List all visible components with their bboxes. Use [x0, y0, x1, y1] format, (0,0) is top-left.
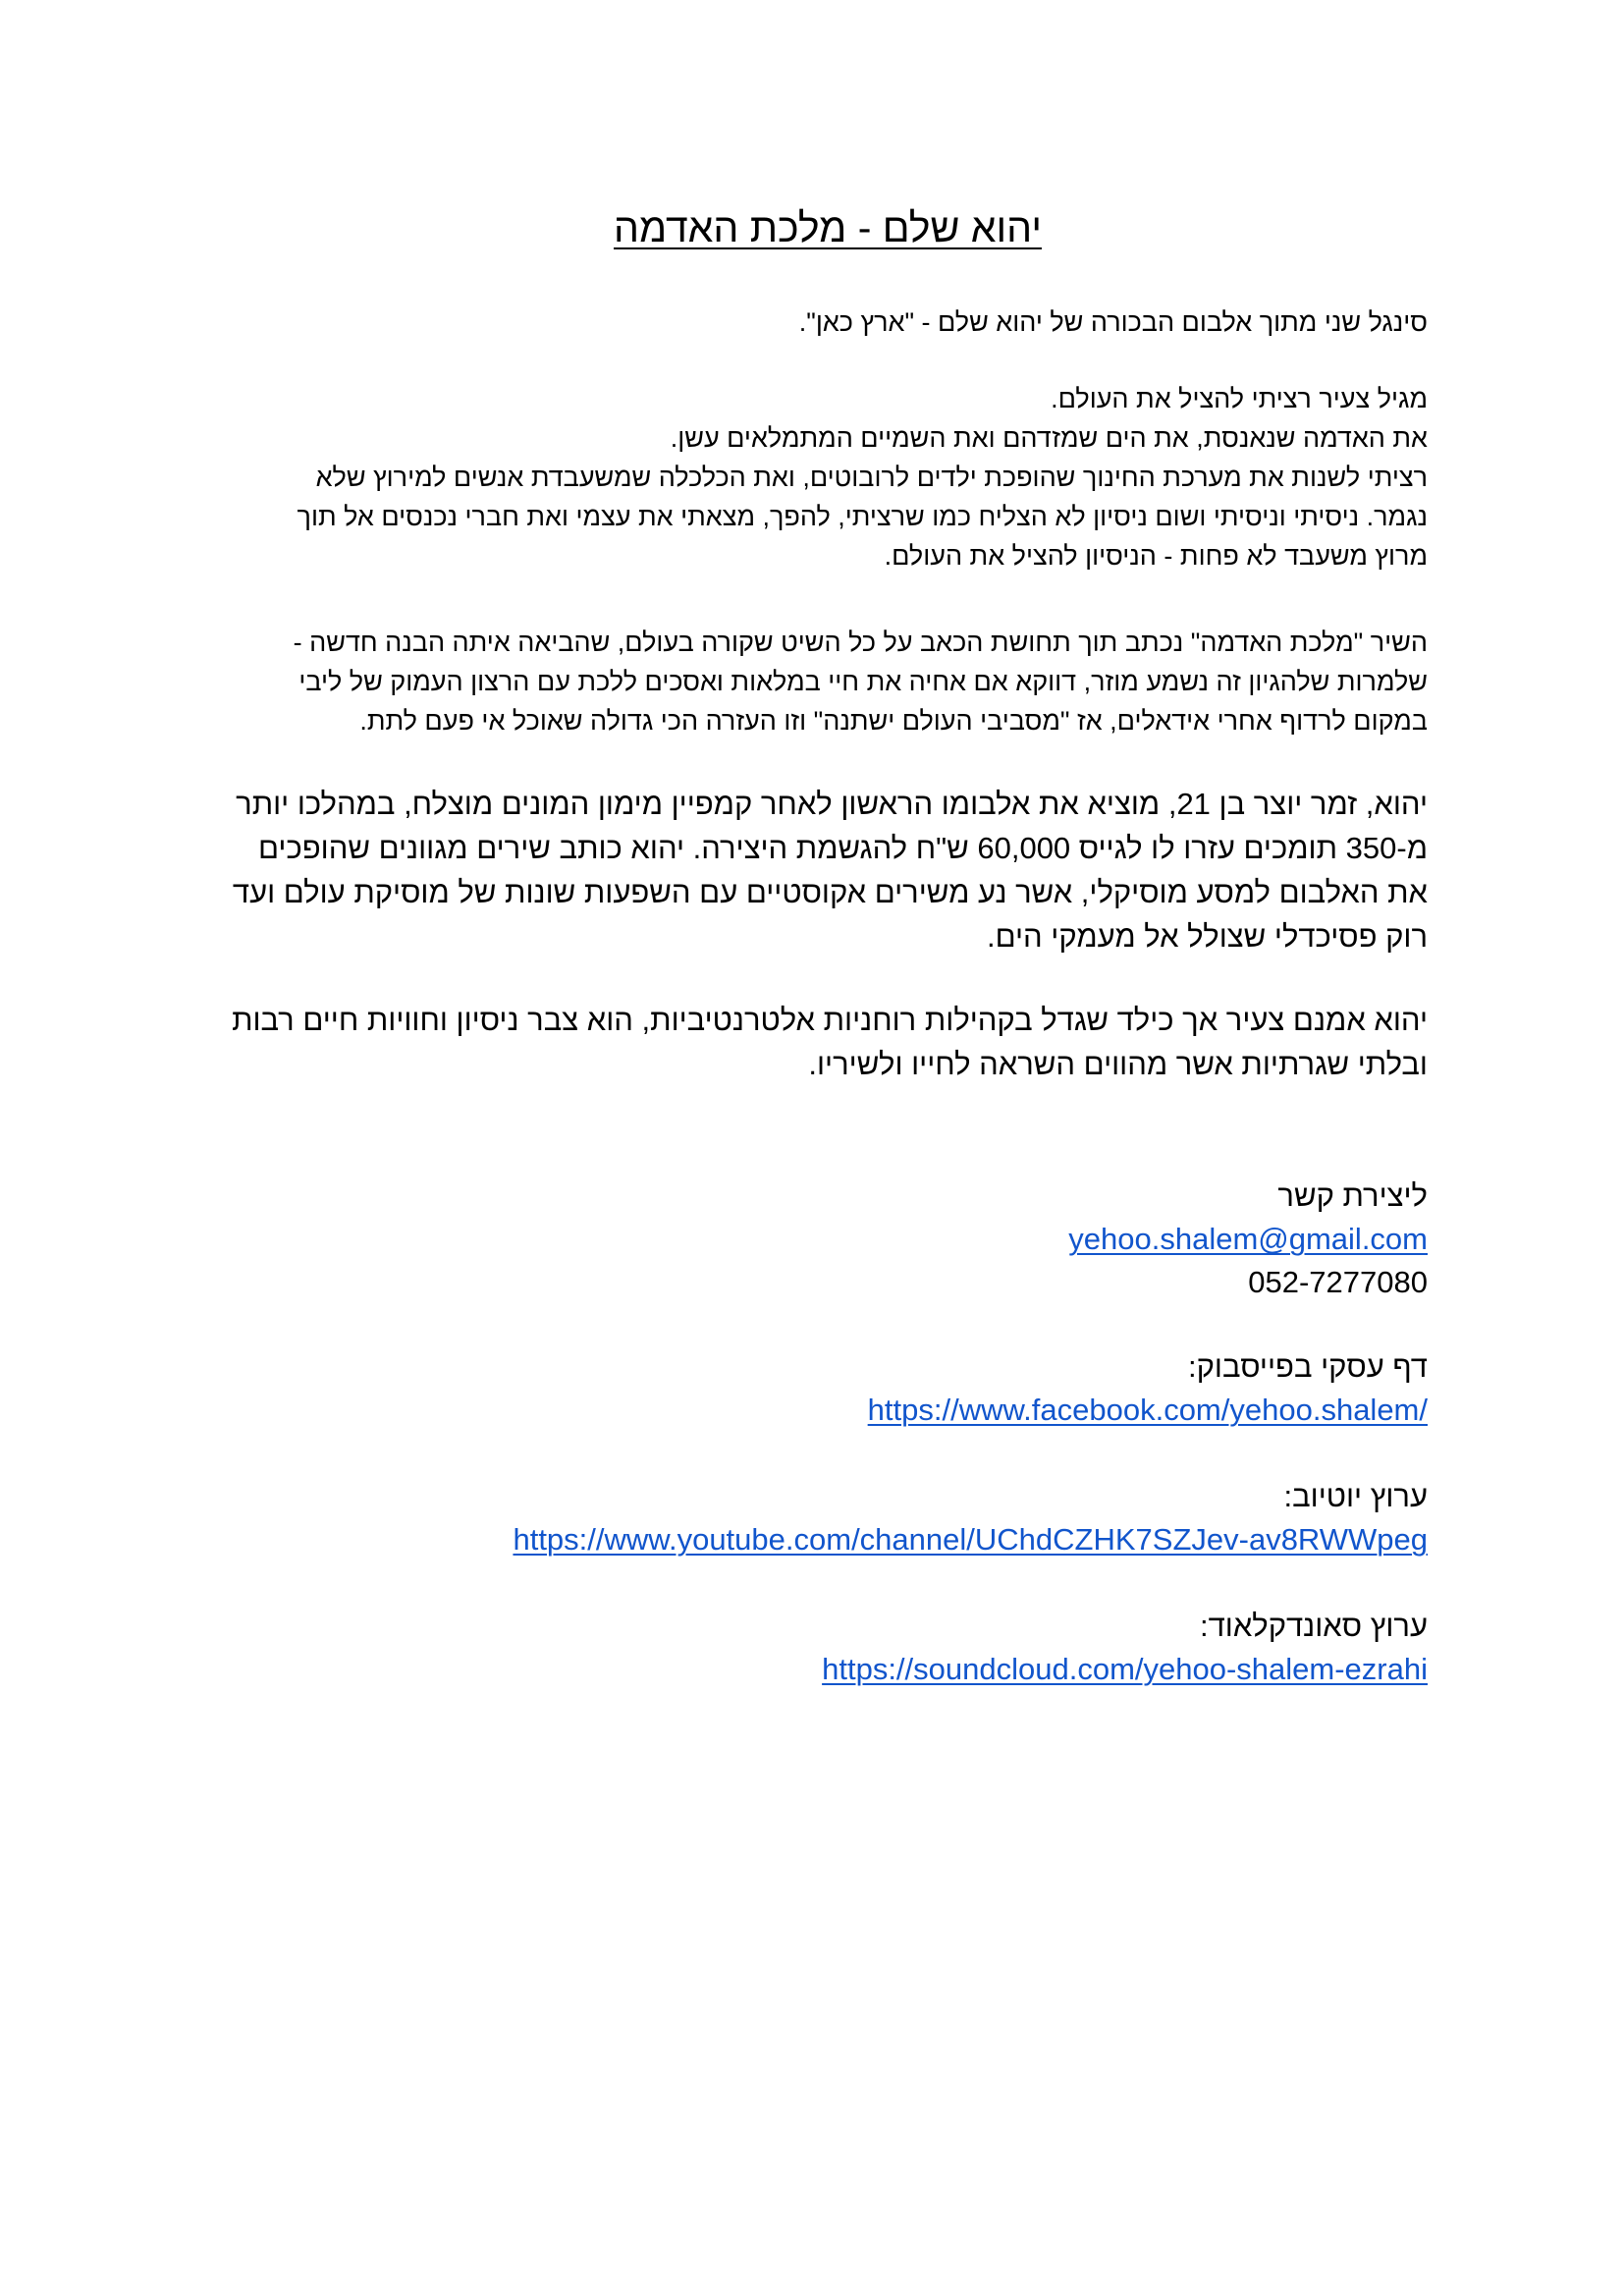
contact-section: [228, 1175, 1428, 1304]
text-line: מגיל צעיר רציתי להציל את העולם.: [1051, 384, 1428, 413]
text-line: יהוא, זמר יוצר בן 21, מוציא את אלבומו הראשון לאחר קמפיין מימון המונים מוצלח, במהלכו יותר: [236, 787, 1428, 821]
text-line: שלמרות שלהגיון זה נשמע מוזר, דווקא אם אחיה את חיי במלאות ואסכים ללכת עם הרצון העמוק של ליבי: [298, 667, 1428, 696]
soundcloud-section: [228, 1605, 1428, 1691]
intro-paragraph: [228, 302, 1428, 342]
soundcloud-label: ערוץ סאונדקלאוד:: [1199, 1609, 1428, 1643]
text-line: השיר "מלכת האדמה" נכתב תוך תחושת הכאב על כל השיט שקורה בעולם, שהביאה איתה הבנה חדשה -: [293, 628, 1428, 657]
text-line: מרוץ משעבד לא פחות - הניסיון להציל את העולם.: [884, 541, 1428, 571]
youtube-link[interactable]: https://www.youtube.com/channel/UChdCZHK7SZJev-av8RWWpeg: [513, 1522, 1428, 1557]
text-line: את האלבום למסע מוסיקלי, אשר נע משירים אקוסטיים עם השפעות שונות של מוסיקת עולם ועד: [232, 875, 1428, 909]
soundcloud-link[interactable]: https://soundcloud.com/yehoo-shalem-ezrahi: [822, 1652, 1428, 1686]
youtube-label: ערוץ יוטיוב:: [1283, 1479, 1428, 1513]
text-line: יהוא אמנם צעיר אך כילד שגדל בקהילות רוחניות אלטרנטיביות, הוא צבר ניסיון וחוויות חיים רבות: [232, 1003, 1428, 1037]
youtube-section: [228, 1475, 1428, 1561]
facebook-section: [228, 1345, 1428, 1432]
paragraph-bio: [228, 782, 1428, 958]
paragraph-background: [228, 998, 1428, 1086]
text-line: במקום לרדוף אחרי אידאלים, אז "מסביבי העולם ישתנה" וזו העזרה הכי גדולה שאוכל אי פעם לתת.: [359, 706, 1428, 736]
text-line: מ-350 תומכים עזרו לו לגייס 60,000 ש"ח להגשמת היצירה. יהוא כותב שירים מגוונים שהופכים: [258, 831, 1428, 865]
text-line: את האדמה שנאנסת, את הים שמזדהם ואת השמיים המתמלאים עשן.: [670, 423, 1428, 453]
facebook-link[interactable]: https://www.facebook.com/yehoo.shalem/: [867, 1393, 1428, 1427]
contact-heading: ליצירת קשר: [1277, 1178, 1428, 1213]
document-page: [228, 0, 1428, 2296]
facebook-label: דף עסקי בפייסבוק:: [1188, 1349, 1428, 1384]
text-line: נגמר. ניסיתי וניסיתי ושום ניסיון לא הצליח כמו שרציתי, להפך, מצאתי את עצמי ואת חברי נכנסים אל תוך: [297, 502, 1428, 531]
text-line: רציתי לשנות את מערכת החינוך שהופכת ילדים לרובוטים, ואת הכלכלה שמשעבדת אנשים למירוץ שלא: [315, 463, 1428, 492]
document-title: יהוא שלם - מלכת האדמה: [614, 205, 1042, 250]
text-line: ובלתי שגרתיות אשר מהווים השראה לחייו ולשיריו.: [808, 1047, 1428, 1081]
phone-number: 052-7277080: [1248, 1265, 1428, 1299]
text-line: רוק פסיכדלי שצולל אל מעמקי הים.: [986, 919, 1428, 954]
intro-line: סינגל שני מתוך אלבום הבכורה של יהוא שלם - "ארץ כאן".: [798, 307, 1428, 337]
paragraph-song: [228, 623, 1428, 740]
paragraph-mission: [228, 379, 1428, 575]
email-link[interactable]: yehoo.shalem@gmail.com: [1068, 1222, 1428, 1256]
